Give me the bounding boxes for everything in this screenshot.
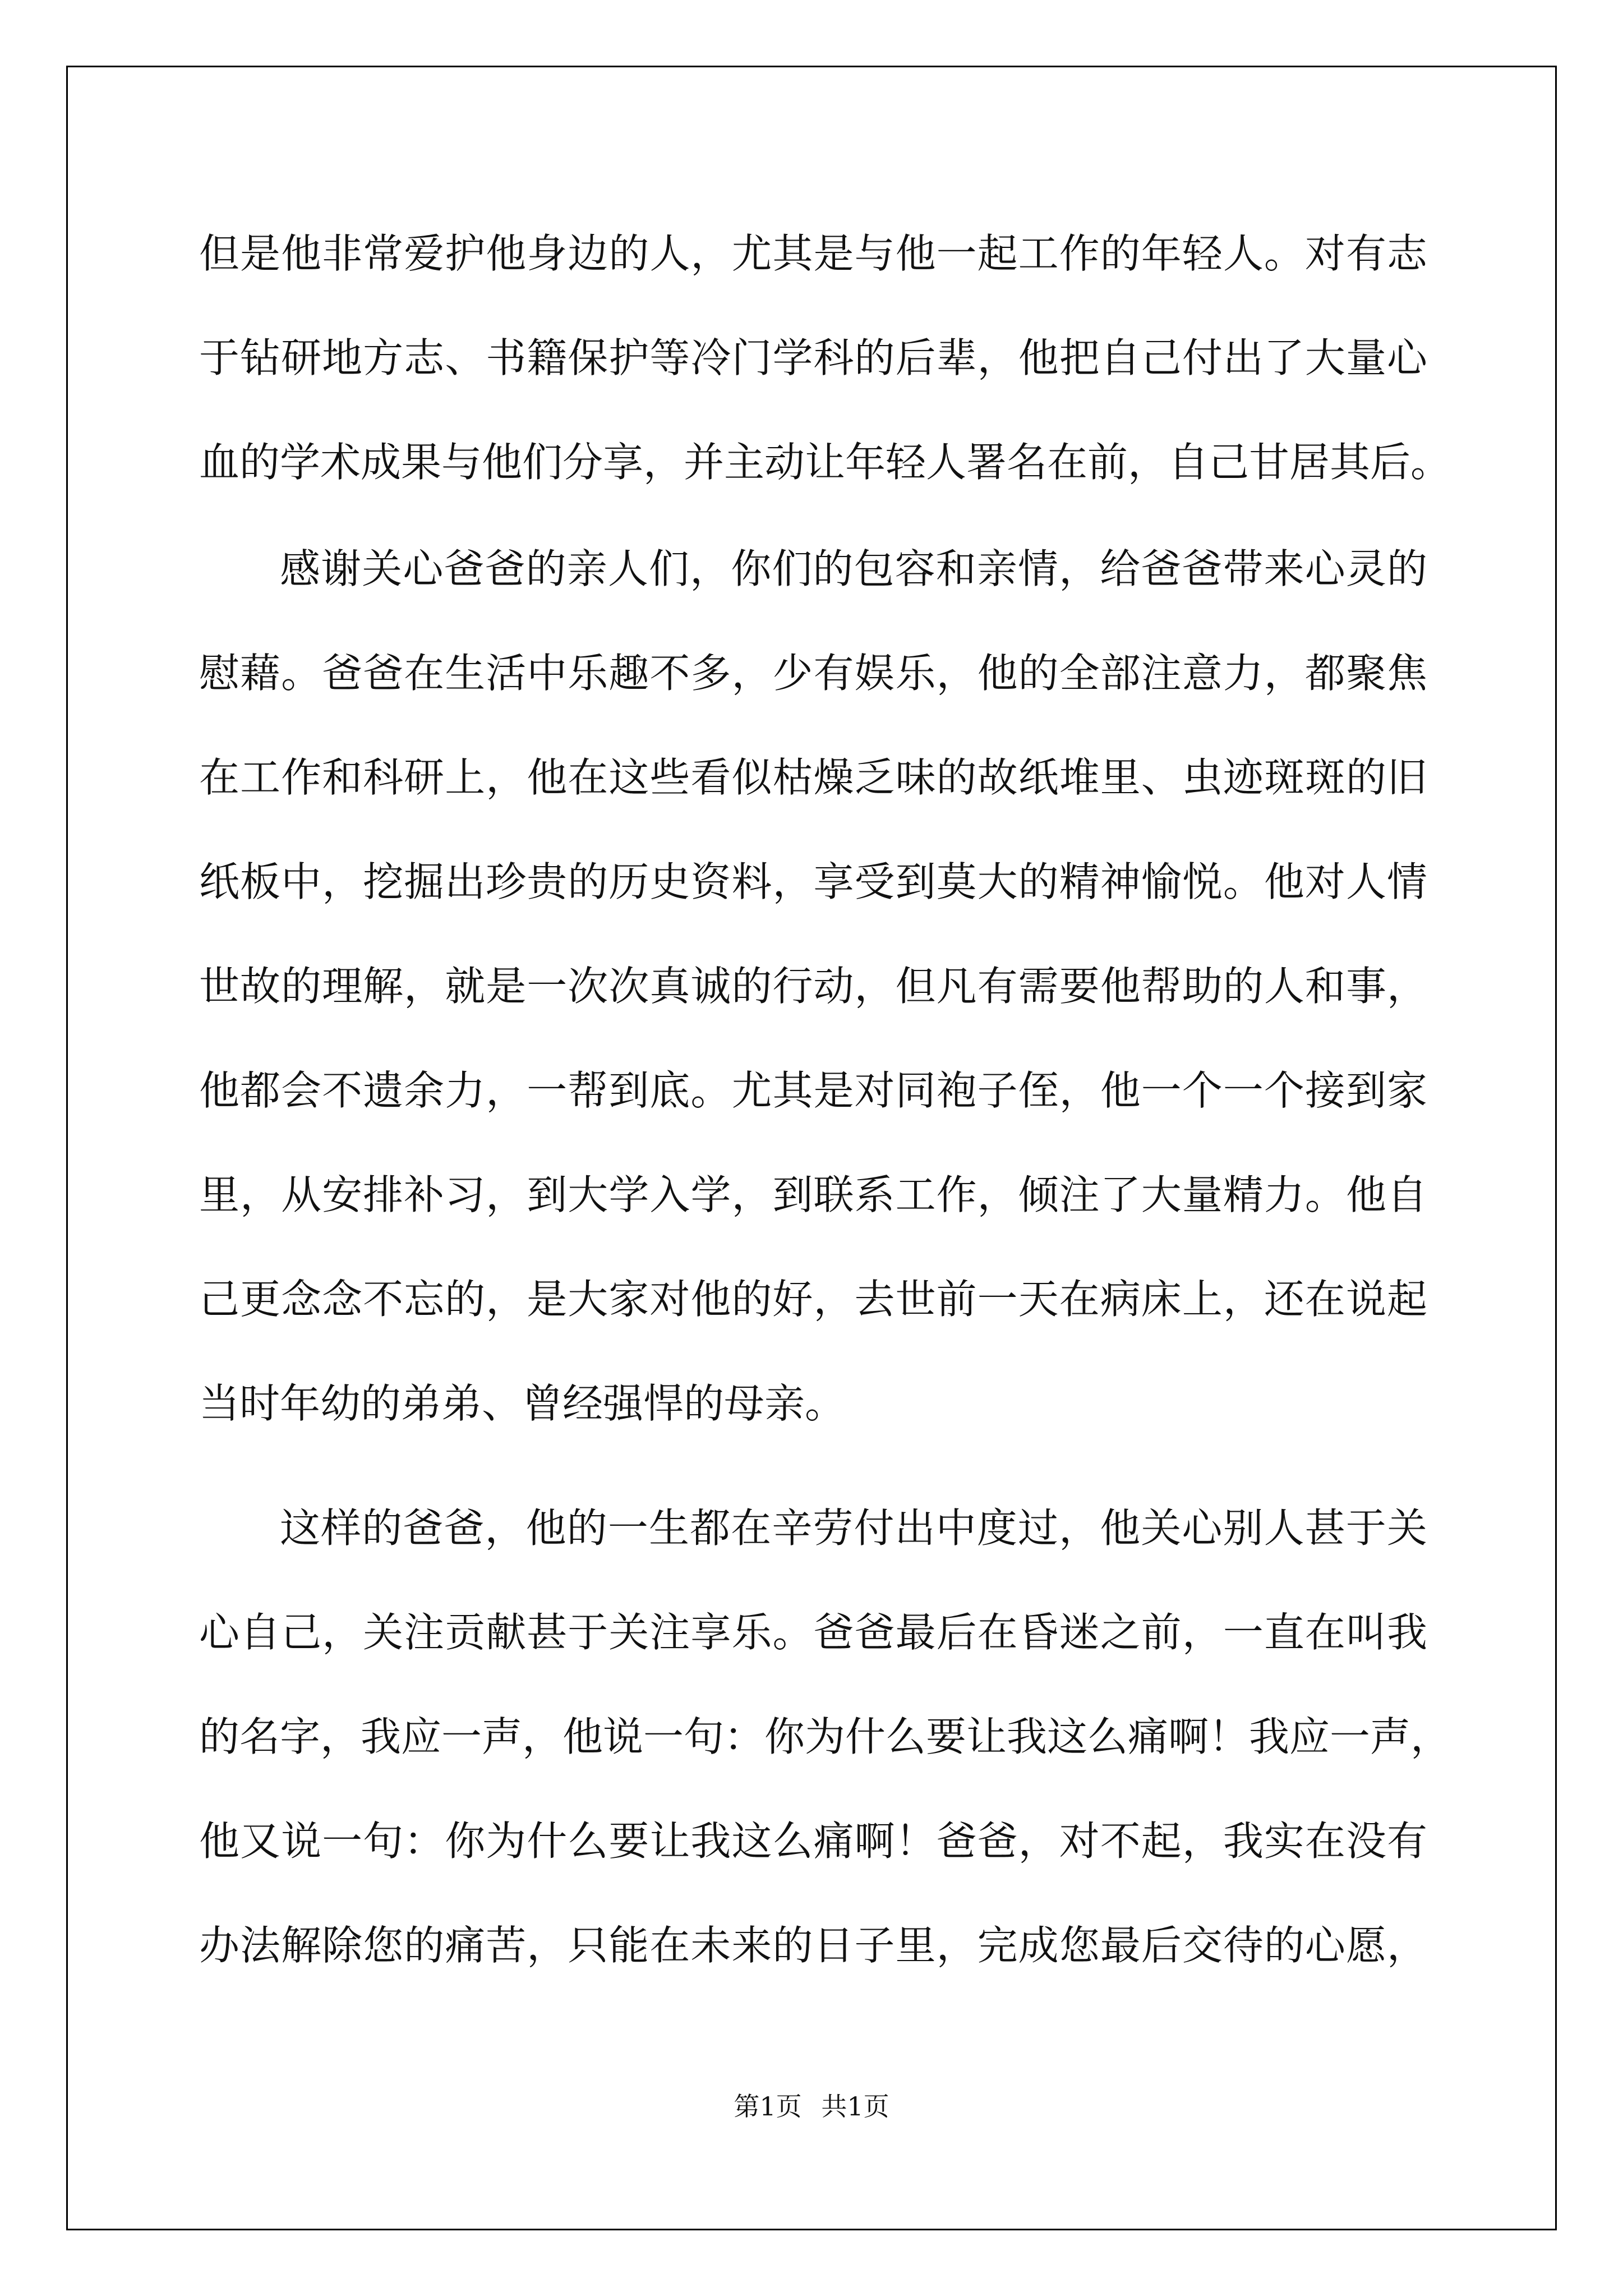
paragraph-line: 于钻研地方志、书籍保护等冷门学科的后辈，他把自己付出了大量心 xyxy=(199,334,1427,381)
paragraph-line: 里，从安排补习，到大学入学，到联系工作，倾注了大量精力。他自 xyxy=(199,1171,1427,1218)
paragraph-line: 但是他非常爱护他身边的人，尤其是与他一起工作的年轻人。对有志 xyxy=(199,230,1427,277)
paragraph-line: 当时年幼的弟弟、曾经强悍的母亲。 xyxy=(199,1380,846,1427)
paragraph-line: 感谢关心爸爸的亲人们，你们的包容和亲情，给爸爸带来心灵的 xyxy=(280,545,1427,592)
paragraph-line: 己更念念不忘的，是大家对他的好，去世前一天在病床上，还在说起 xyxy=(199,1276,1427,1323)
paragraph-line: 纸板中，挖掘出珍贵的历史资料，享受到莫大的精神愉悦。他对人情 xyxy=(199,858,1427,905)
paragraph-line: 这样的爸爸，他的一生都在辛劳付出中度过，他关心别人甚于关 xyxy=(280,1504,1427,1552)
paragraph-line: 血的学术成果与他们分享，并主动让年轻人署名在前，自己甘居其后。 xyxy=(199,439,1451,486)
paragraph-line: 的名字，我应一声，他说一句：你为什么要让我这么痛啊！我应一声， xyxy=(199,1713,1451,1760)
paragraph-line: 他又说一句：你为什么要让我这么痛啊！爸爸，对不起，我实在没有 xyxy=(199,1818,1427,1865)
paragraph-line: 心自己，关注贡献甚于关注享乐。爸爸最后在昏迷之前，一直在叫我 xyxy=(199,1609,1427,1656)
page-number: 第1页 xyxy=(734,2091,802,2122)
paragraph-line: 慰藉。爸爸在生活中乐趣不多，少有娱乐，他的全部注意力，都聚焦 xyxy=(199,650,1427,697)
paragraph-line: 在工作和科研上，他在这些看似枯燥乏味的故纸堆里、虫迹斑斑的旧 xyxy=(199,754,1427,801)
page-footer xyxy=(0,2090,1623,2123)
paragraph-line: 办法解除您的痛苦，只能在未来的日子里，完成您最后交待的心愿， xyxy=(199,1922,1427,1969)
paragraph-line: 世故的理解，就是一次次真诚的行动，但凡有需要他帮助的人和事， xyxy=(199,963,1427,1010)
page-border xyxy=(66,66,1557,2230)
page-total: 共1页 xyxy=(821,2091,889,2122)
paragraph-line: 他都会不遗余力，一帮到底。尤其是对同袍子侄，他一个一个接到家 xyxy=(199,1067,1427,1114)
